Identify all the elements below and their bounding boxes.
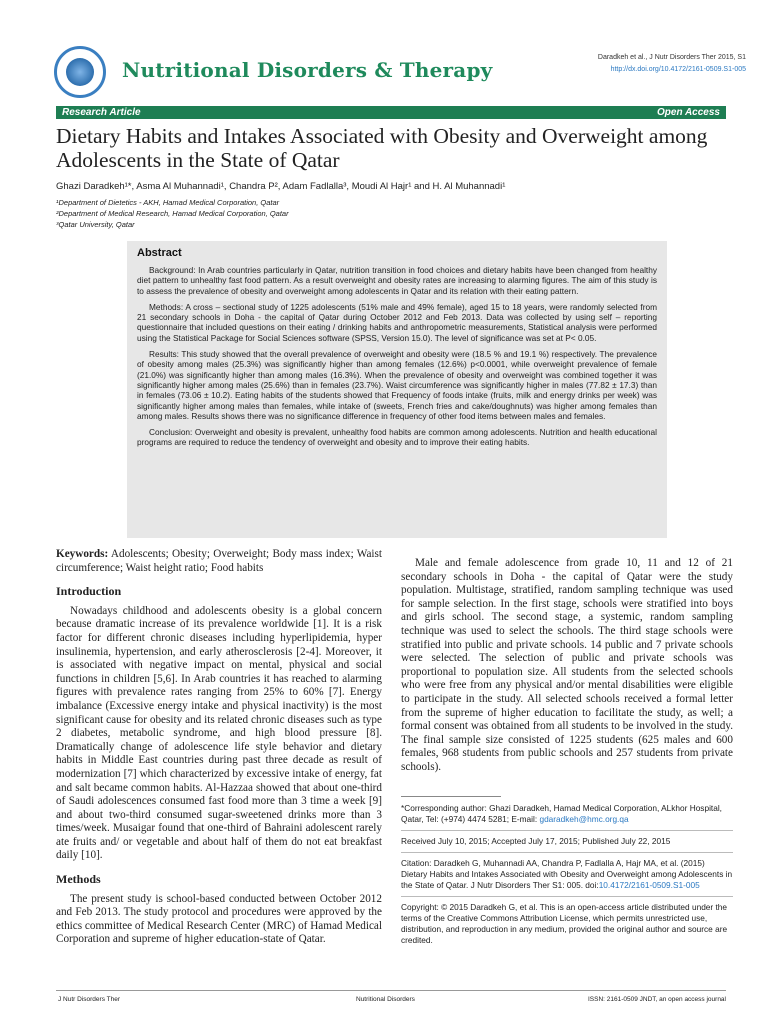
footer-issn: ISSN: 2161-0509 JNDT, an open access journal [587,996,726,1003]
affiliation-2: ²Department of Medical Research, Hamad Medical Corporation, Qatar [56,209,289,218]
author-email-link[interactable]: gdaradkeh@hmc.org.qa [539,814,629,824]
journal-meta [598,52,746,76]
journal-logo [54,46,106,98]
methods-heading: Methods [56,872,101,887]
abstract-background: Background: In Arab countries particularly in Qatar, nutrition transition in food choices and dietary habits have been changed from healthy diet pattern to unhealthy fast food pattern. As a result overweight and obesity rates are increasing to alarming figures. The aim of this study is to assess the prevalence of obesity and overweight among adolescents in Qatar and its relation with their eating pattern. [137,265,657,296]
citation-text: Citation: Daradkeh G, Muhannadi AA, Chandra P, Fadlalla A, Hajr MA, et al. (2015) Dietary Habits and Intakes Associated with Obesity and Overweight among Adolescents in the State of Qatar. J Nutr Disorders Ther S1: 005. doi:10.4172/2161-0509.S1-005 [401,858,733,890]
affiliation-3: ³Qatar University, Qatar [56,220,135,229]
right-column [401,557,733,775]
citation-short: Daradkeh et al., J Nutr Disorders Ther 2015, S1 [597,54,746,61]
affiliation-1: ¹Department of Dietetics - AKH, Hamad Medical Corporation, Qatar [56,198,280,207]
author-list: Ghazi Daradkeh¹*, Asma Al Muhannadi¹, Chandra P², Adam Fadlalla³, Moudi Al Hajr¹ and H. Al Muhannadi¹ [56,181,506,192]
methods-text: The present study is school-based conducted between October 2012 and Feb 2013. The study protocol and procedures were approved by the ethics committee of Medical Research Center (MRC) of Hamad Medical Corporation and supreme of higher education-state of Qatar. [56,892,382,946]
study-population-text: Male and female adolescence from grade 10, 11 and 12 of 21 secondary schools in Doha - the capital of Qatar were the study population. Multistage, stratified, random sampling technique was used for sample selection. In the first stage, schools were stratified into boys and girls school. The second stage, a systemic, random sampling technique was used to select the schools. The third stage schools were stratified into public and private schools. 14 public and 7 private schools were selected. The selection of public and private schools was proportional to population size. All students from the selected schools who were free from any physical and/or mental disabilities were eligible to participate in the study. All selected schools received a formal letter from the supreme of higher education to facilitate the study, as well; a formal consent was obtained from all students to be involved in the study. The final sample size consisted of 1225 students (625 males and 600 females, 968 students from public schools and 257 students from private schools). [401,557,733,773]
journal-name: Nutritional Disorders & Therapy [122,58,493,82]
divider [401,796,501,797]
divider [401,896,733,897]
abstract-conclusion: Conclusion: Overweight and obesity is prevalent, unhealthy food habits are common among adolescents. Nutrition and health educational programs are required to reduce the tendency of overweight and obesity and to improve their eating habits. [137,427,657,448]
intro-heading: Introduction [56,584,122,599]
copyright-text: Copyright: © 2015 Daradkeh G, et al. This is an open-access article distributed under the terms of the Creative Commons Attribution License, which permits unrestricted use, distribution, and reproduction in any medium, provided the original author and source are credited. [401,902,728,945]
footer-section: Nutritional Disorders [356,996,415,1003]
article-type-label: Research Article [62,107,141,118]
open-access-label: Open Access [657,107,720,118]
article-title: Dietary Habits and Intakes Associated with Obesity and Overweight among Adolescents in the State of Qatar [56,124,708,172]
corresponding-author: *Corresponding author: Ghazi Daradkeh, Hamad Medical Corporation, ALkhor Hospital, Qatar, Tel: (+974) 4474 5281; E-mail: gdaradkeh@hmc.org.qa [401,803,722,824]
article-info-box [401,796,733,946]
article-dates: Received July 10, 2015; Accepted July 17, 2015; Published July 22, 2015 [401,836,671,846]
intro-text: Nowadays childhood and adolescents obesity is a global concern because dramatic increase of its prevalence worldwide [1]. It is a risk factor for different chronic diseases including hyperlipidemia, hyper insulinemia, hypertension, and early atherosclerosis [2-4]. Moreover, it is associated with negative impact on mental, physical and social functions in children [5,6]. In Arab countries it has reached to alarming figures with prevalence rates ranging from 25% to 60% [7]. Energy imbalance (Excessive energy intake and physical inactivity) is the most significant cause for obesity and its related chronic diseases such as type 2 diabetes, metabolic syndrome, and high blood pressure [8]. Dramatically change of adolescence life style behavior and dietary habits in Middle East countries during past three decade as result of modernization [7] which characterized by excessive intake of energy, fat and salt became common habits. Al-Hazzaa showed that about one-third of Saudi adolescences consumed fast food more than 3 time a week [9] and about two-third consumed sugar-sweetened drinks more than 3 times/week. Musaigar found that one-third of Bahraini adolescent rarely ate fruits and/ or vegetable and about half of them do not eat breakfast daily [10]. [56,604,382,862]
divider [401,830,733,831]
abstract-box [127,241,667,538]
abstract-methods: Methods: A cross – sectional study of 1225 adolescents (51% male and 49% female), aged 15 to 18 years, were randomly selected from 21 secondary schools in Doha - the capital of Qatar during October 2012 and Feb 2013. Data was collected by using self – reporting questionnaire that included questions on their eating / drinking habits and anthropometric measurements, Statistical analysis were performed using the Statistical Package for Social Sciences software (SPSS, Version 15.0). The level of significance was set at P< 0.05. [137,301,657,343]
abstract-results: Results: This study showed that the overall prevalence of overweight and obesity were (18.5 % and 19.1 %) respectively. The prevalence of obesity among males (25.3%) was significantly higher than among females (12.6%) p<0.0001, while overweight prevalence of female (21.0%) was significantly higher than among males (16.3%). When the prevalence of obesity and overweight was combined together it was significantly higher among males (25.6%) than in females (23.7%). Waist circumference was significantly higher in males (77.82 ± 17.3) than in females (73.06 ± 10.2). Eating habits of the students showed that Frequency of foods intake (fruits, milk and energy drinks per week) was significantly higher among males than females, while intake of (sweets, French fries and cake/doughnuts) was higher among females than among males. Results shows there was no significance difference in frequency of other food items between males and females. [137,349,657,421]
keywords-label: Keywords: [56,548,109,560]
footer-journal: J Nutr Disorders Ther [58,996,121,1003]
abstract-heading: Abstract [137,247,182,259]
page-footer [56,990,726,1006]
left-column [56,548,382,947]
doi-link[interactable]: http://dx.doi.org/10.4172/2161-0509.S1-005 [610,66,746,73]
citation-doi-link[interactable]: 10.4172/2161-0509.S1-005 [598,880,700,890]
divider [401,852,733,853]
page-header [0,0,768,104]
keywords [56,548,382,575]
keywords-text: Adolescents; Obesity; Overweight; Body mass index; Waist circumference; Waist height ratio; Food habits [56,548,382,574]
article-type-banner [56,106,726,119]
